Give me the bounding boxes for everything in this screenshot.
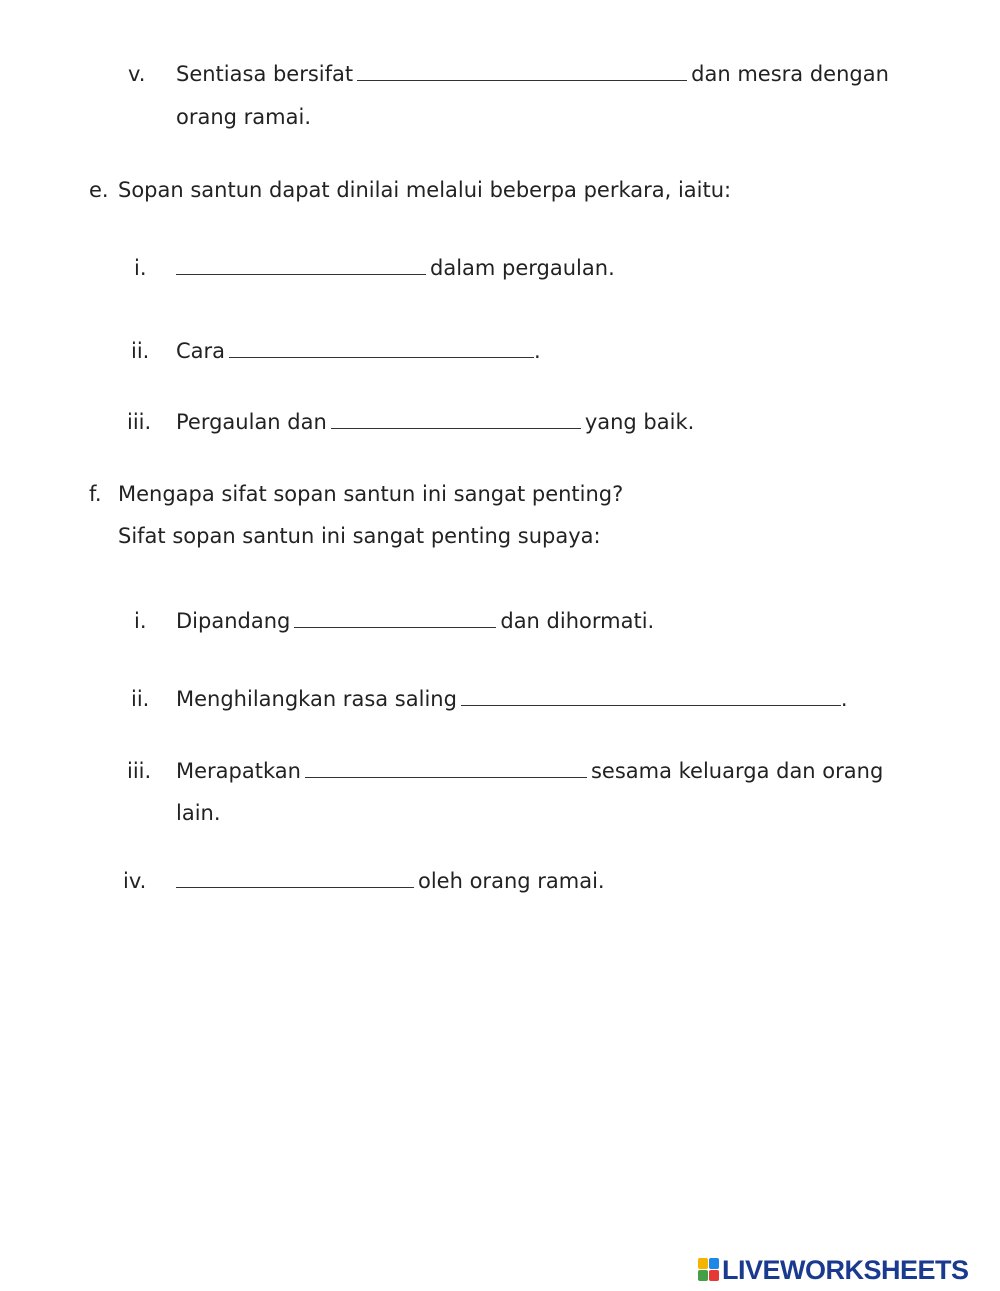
item-v-text-before: Sentiasa bersifat xyxy=(176,62,354,86)
e-item-3-line xyxy=(176,409,694,435)
e-item-3-blank[interactable] xyxy=(331,410,581,429)
section-e-label: e. xyxy=(89,178,109,202)
f-item-3-continuation: lain. xyxy=(176,801,221,825)
e-item-1-text-after: dalam pergaulan. xyxy=(430,256,615,280)
section-f-lead: Sifat sopan santun ini sangat penting supaya: xyxy=(118,524,601,548)
item-v-line xyxy=(176,61,889,87)
f-item-2-number: ii. xyxy=(131,687,150,711)
f-item-2-text-before: Menghilangkan rasa saling xyxy=(176,687,457,711)
f-item-2-line xyxy=(176,686,848,712)
f-item-3-text-before: Merapatkan xyxy=(176,759,301,783)
e-item-3-text-before: Pergaulan dan xyxy=(176,410,327,434)
section-f-question: Mengapa sifat sopan santun ini sangat penting? xyxy=(118,482,624,506)
item-v-text-after: dan mesra dengan xyxy=(691,62,889,86)
e-item-2-number: ii. xyxy=(131,339,150,363)
e-item-1-line xyxy=(176,255,615,281)
f-item-3-text-after: sesama keluarga dan orang xyxy=(590,759,884,783)
e-item-2-blank[interactable] xyxy=(229,339,534,358)
e-item-3-text-after: yang baik. xyxy=(584,410,695,434)
f-item-1-text-after: dan dihormati. xyxy=(500,609,655,633)
f-item-1-number: i. xyxy=(134,609,147,633)
f-item-1-text-before: Dipandang xyxy=(176,609,291,633)
item-v-blank[interactable] xyxy=(357,62,687,81)
e-item-3-number: iii. xyxy=(127,410,152,434)
f-item-2-text-after: . xyxy=(840,687,848,711)
section-e-question: Sopan santun dapat dinilai melalui beberpa perkara, iaitu: xyxy=(118,178,732,202)
item-v-continuation: orang ramai. xyxy=(176,105,312,129)
item-v-number: v. xyxy=(128,62,146,86)
f-item-4-line xyxy=(176,868,605,894)
f-item-1-blank[interactable] xyxy=(294,609,496,628)
e-item-1-blank[interactable] xyxy=(176,256,426,275)
logo-blocks-icon xyxy=(698,1258,720,1282)
logo-text: LIVEWORKSHEETS xyxy=(722,1255,969,1285)
e-item-2-text-before: Cara xyxy=(176,339,226,363)
f-item-4-text-after: oleh orang ramai. xyxy=(418,869,605,893)
f-item-4-blank[interactable] xyxy=(176,869,414,888)
e-item-1-number: i. xyxy=(134,256,147,280)
f-item-3-line xyxy=(176,758,883,784)
f-item-2-blank[interactable] xyxy=(461,687,841,706)
f-item-1-line xyxy=(176,608,654,634)
f-item-3-number: iii. xyxy=(127,759,152,783)
e-item-2-text-after: . xyxy=(534,339,541,363)
e-item-2-line xyxy=(176,338,541,364)
liveworksheets-logo[interactable] xyxy=(698,1255,969,1285)
f-item-3-blank[interactable] xyxy=(305,759,587,778)
f-item-4-number: iv. xyxy=(123,869,147,893)
section-f-label: f. xyxy=(89,482,102,506)
